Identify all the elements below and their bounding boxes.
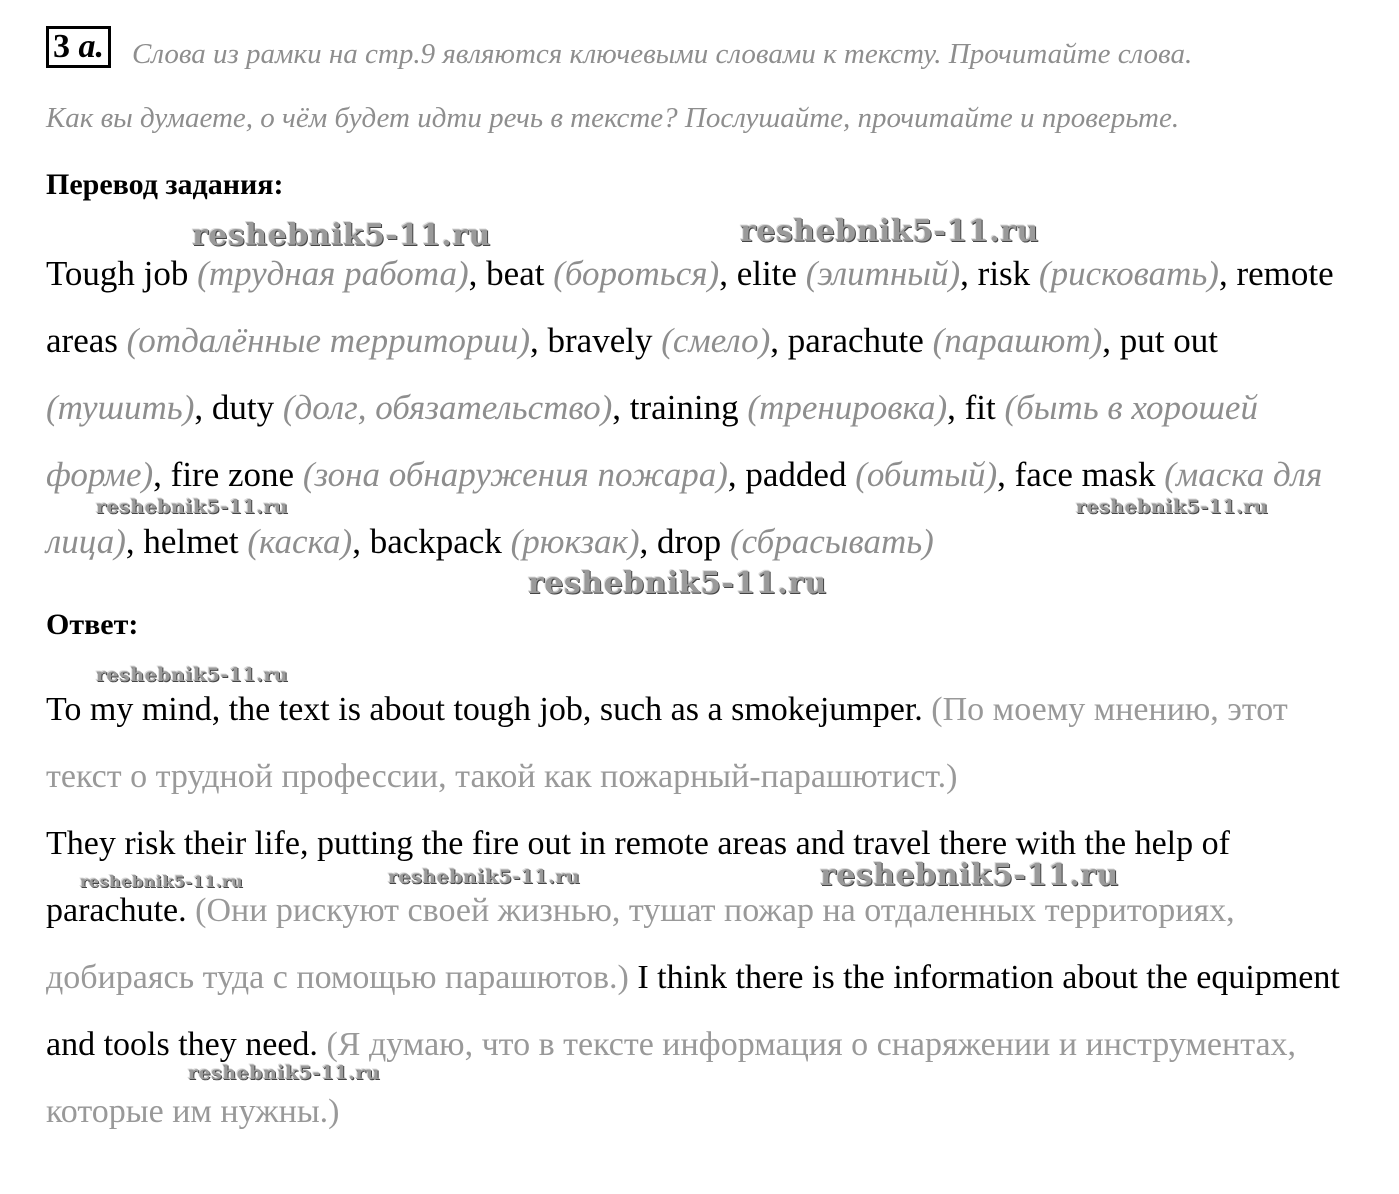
watermark: reshebnik5-11.ru bbox=[96, 664, 289, 686]
vocab-word: helmet bbox=[143, 522, 239, 561]
watermark: reshebnik5-11.ru bbox=[740, 214, 1039, 249]
vocab-translation: (отдалённые территории) bbox=[126, 321, 531, 360]
vocab-separator: , bbox=[770, 321, 788, 360]
vocab-separator: , bbox=[153, 455, 171, 494]
vocab-separator: , bbox=[1102, 321, 1120, 360]
vocab-separator: , bbox=[194, 388, 212, 427]
vocab-translation: (быть в хорошей форме) bbox=[46, 388, 1258, 494]
vocab-separator: , bbox=[468, 254, 487, 293]
vocab-translation: (рюкзак) bbox=[510, 522, 640, 561]
vocab-translation: (смело) bbox=[661, 321, 771, 360]
vocab-translation: (долг, обязательство) bbox=[282, 388, 613, 427]
vocab-translation: (сбрасывать) bbox=[729, 522, 934, 561]
vocab-separator: , bbox=[960, 254, 978, 293]
vocab-separator: , bbox=[719, 254, 737, 293]
vocab-translation: (зона обнаружения пожара) bbox=[302, 455, 728, 494]
translation-heading: Перевод задания: bbox=[46, 168, 284, 201]
watermark: reshebnik5-11.ru bbox=[80, 872, 244, 891]
answer-sentence: To my mind, the text is about tough job, such as a smokejumper. bbox=[46, 691, 923, 728]
vocab-word: padded bbox=[745, 455, 847, 494]
vocab-word: duty bbox=[211, 388, 275, 427]
vocab-translation: (рисковать) bbox=[1038, 254, 1219, 293]
vocab-paragraph bbox=[46, 240, 1366, 575]
vocab-separator: , bbox=[530, 321, 548, 360]
answer-translation: (Они рискуют своей жизнью, тушат пожар на отдаленных территориях, добираясь туда с помощью парашютов.) bbox=[46, 892, 1235, 996]
vocab-translation: (парашют) bbox=[932, 321, 1103, 360]
task-letter: a. bbox=[78, 28, 104, 65]
task-number: 3 bbox=[53, 28, 70, 65]
vocab-translation: (трудная работа) bbox=[197, 254, 469, 293]
instruction-line-1: Слова из рамки на стр.9 являются ключевыми словами к тексту. Прочитайте слова. bbox=[132, 38, 1193, 70]
vocab-word: put out bbox=[1119, 321, 1218, 360]
watermark: reshebnik5-11.ru bbox=[188, 1062, 381, 1084]
watermark: reshebnik5-11.ru bbox=[820, 858, 1119, 893]
vocab-separator: , bbox=[639, 522, 658, 561]
vocab-translation: (маска для лица) bbox=[46, 455, 1323, 561]
task-number-box bbox=[46, 26, 111, 68]
answer-sentence: I think there is the information about the equipment and tools they need. bbox=[46, 959, 1340, 1063]
vocab-word: remote areas bbox=[46, 254, 1334, 360]
answer-sentence: They risk their life, putting the fire out in remote areas and travel there with the help of parachute. bbox=[46, 825, 1230, 929]
vocab-word: training bbox=[629, 388, 739, 427]
vocab-separator: , bbox=[125, 522, 144, 561]
answer-heading: Ответ: bbox=[46, 608, 139, 641]
watermark: reshebnik5-11.ru bbox=[1076, 496, 1269, 518]
vocab-word: face mask bbox=[1014, 455, 1156, 494]
instruction-line-2: Как вы думаете, о чём будет идти речь в тексте? Послушайте, прочитайте и проверьте. bbox=[46, 102, 1180, 134]
vocab-translation: (тренировка) bbox=[747, 388, 948, 427]
vocab-separator: , bbox=[727, 455, 746, 494]
answer-translation: (По моему мнению, этот текст о трудной профессии, такой как пожарный-парашютист.) bbox=[46, 691, 1288, 795]
vocab-separator: , bbox=[612, 388, 630, 427]
vocab-word: Tough job bbox=[46, 254, 189, 293]
vocab-translation: (каска) bbox=[247, 522, 353, 561]
watermark: reshebnik5-11.ru bbox=[192, 218, 491, 253]
vocab-word: parachute bbox=[787, 321, 924, 360]
vocab-word: drop bbox=[657, 522, 722, 561]
vocab-word: fit bbox=[964, 388, 996, 427]
vocab-translation: (элитный) bbox=[805, 254, 961, 293]
watermark: reshebnik5-11.ru bbox=[96, 496, 289, 518]
watermark: reshebnik5-11.ru bbox=[388, 866, 581, 888]
watermark: reshebnik5-11.ru bbox=[528, 566, 827, 601]
vocab-separator: , bbox=[352, 522, 370, 561]
vocab-translation: (обитый) bbox=[855, 455, 998, 494]
vocab-separator: , bbox=[997, 455, 1015, 494]
vocab-word: beat bbox=[486, 254, 545, 293]
vocab-translation: (тушить) bbox=[46, 388, 195, 427]
vocab-word: backpack bbox=[369, 522, 502, 561]
vocab-separator: , bbox=[1218, 254, 1237, 293]
vocab-translation: (бороться) bbox=[553, 254, 720, 293]
vocab-word: risk bbox=[977, 254, 1031, 293]
vocab-separator: , bbox=[947, 388, 965, 427]
vocab-word: fire zone bbox=[170, 455, 295, 494]
answer-translation: (Я думаю, что в тексте информация о снаряжении и инструментах, которые им нужны.) bbox=[46, 1026, 1297, 1130]
vocab-word: bravely bbox=[547, 321, 653, 360]
vocab-word: elite bbox=[736, 254, 797, 293]
